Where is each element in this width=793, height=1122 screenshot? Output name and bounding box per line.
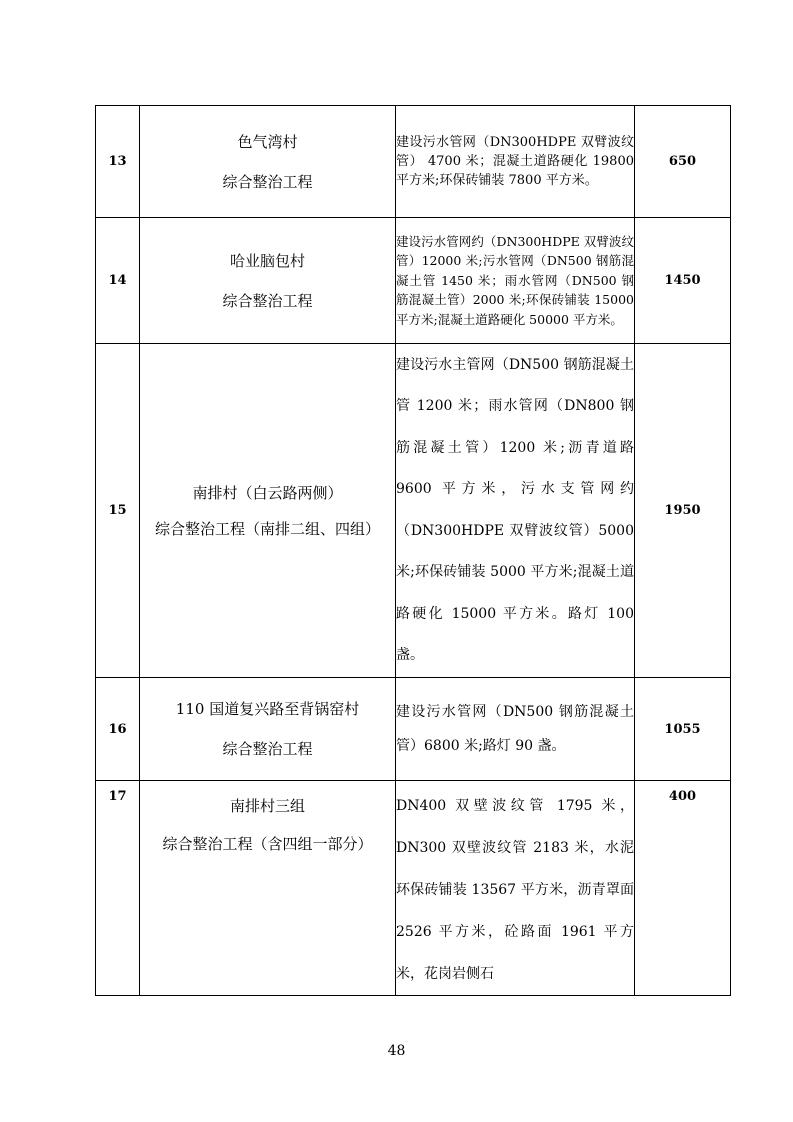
page-number: 48 (387, 1043, 406, 1059)
project-description: 建设污水主管网（DN500 钢筋混凝土管 1200 米；雨水管网（DN800 钢筋混凝土管）1200 米;沥青道路 9600 平方米，污水支管网约（DN300HDPE 双臂波纹管）5000 米;环保砖铺装 5000 平方米;混凝土道路硬化 15000 平方米。路灯 100 盏。 (396, 344, 635, 678)
project-description: 建设污水管网（DN500 钢筋混凝土管）6800 米;路灯 90 盏。 (396, 678, 635, 781)
project-name (140, 781, 396, 996)
table-row (96, 344, 731, 678)
project-name-line1: 色气湾村 (237, 132, 298, 151)
project-amount: 650 (635, 106, 731, 218)
project-name (140, 218, 396, 344)
project-name-line1: 110 国道复兴路至背锅窑村 (175, 700, 360, 718)
project-name-line2: 综合整治工程 (222, 291, 313, 310)
row-number: 16 (96, 678, 140, 781)
project-name-line1: 哈业脑包村 (229, 251, 305, 270)
project-amount: 1055 (635, 678, 731, 781)
table-row (96, 781, 731, 996)
project-name-line2: 综合整治工程 (222, 740, 313, 758)
project-description: 建设污水管网（DN300HDPE 双臂波纹管） 4700 米；混凝土道路硬化 19800 平方米;环保砖铺装 7800 平方米。 (396, 106, 635, 218)
table-row (96, 678, 731, 781)
table-row (96, 218, 731, 344)
project-amount: 400 (635, 781, 731, 996)
project-name-line1: 南排村（白云路两侧） (192, 483, 343, 502)
project-amount: 1450 (635, 218, 731, 344)
project-name-line1: 南排村三组 (229, 797, 305, 815)
row-number: 13 (96, 106, 140, 218)
row-number: 14 (96, 218, 140, 344)
project-name-line2: 综合整治工程（南排二组、四组） (154, 519, 380, 538)
project-description: 建设污水管网约（DN300HDPE 双臂波纹管）12000 米;污水管网（DN500 钢筋混凝土管 1450 米；雨水管网（DN500 钢筋混凝土管）2000 米;环保砖铺装 15000 平方米;混凝土道路硬化 50000 平方米。 (396, 218, 635, 344)
project-table (95, 105, 731, 996)
project-name (140, 344, 396, 678)
project-name (140, 678, 396, 781)
table-row (96, 106, 731, 218)
project-description: DN400 双壁波纹管 1795 米， DN300 双壁波纹管 2183 米，水泥环保砖铺装 13567 平方米，沥青罩面 2526 平方米，砼路面 1961 平方米，花岗岩侧石 (396, 781, 635, 996)
project-amount: 1950 (635, 344, 731, 678)
row-number: 15 (96, 344, 140, 678)
row-number: 17 (96, 781, 140, 996)
project-name-line2: 综合整治工程 (222, 172, 313, 191)
project-name (140, 106, 396, 218)
project-name-line2: 综合整治工程（含四组一部分） (162, 835, 373, 853)
